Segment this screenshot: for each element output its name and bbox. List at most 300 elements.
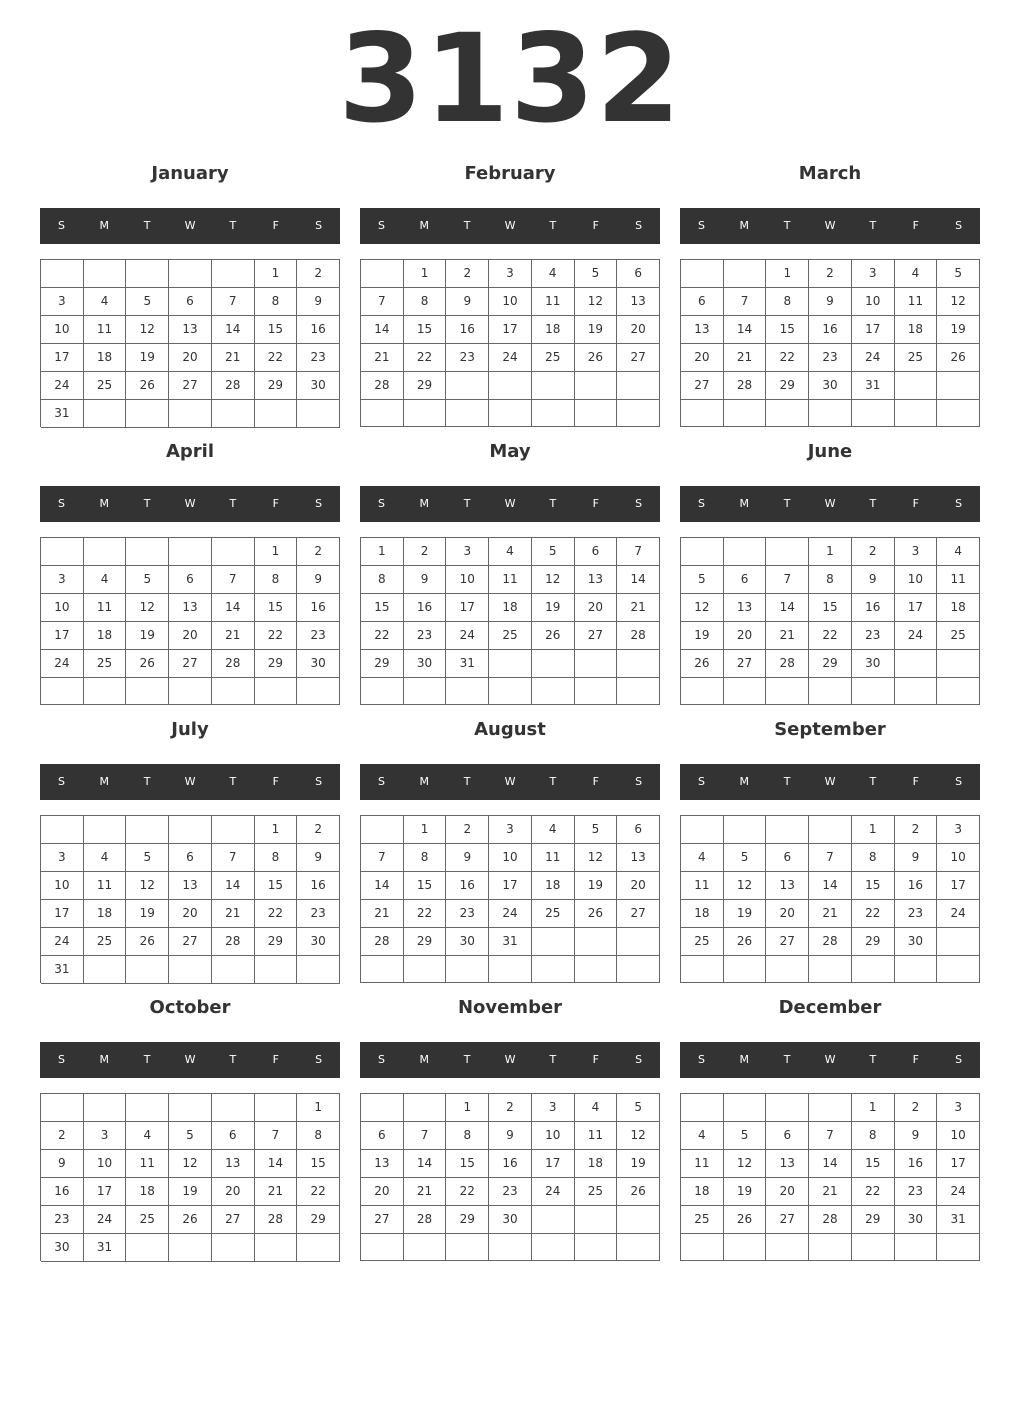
day-cell (255, 1234, 298, 1262)
weekday-label: T (549, 219, 557, 232)
day-cell: 19 (126, 900, 169, 928)
weekday-label: S (955, 219, 963, 232)
day-cell: 8 (852, 1122, 895, 1150)
day-cell: 12 (937, 288, 980, 316)
weekday-label: T (783, 1053, 791, 1066)
day-cell: 25 (84, 928, 127, 956)
weekday-label: T (463, 775, 471, 788)
day-cell (809, 1094, 852, 1122)
day-cell (212, 400, 255, 428)
day-cell: 12 (575, 288, 618, 316)
day-cell: 10 (446, 566, 489, 594)
day-cell: 17 (84, 1178, 127, 1206)
weekday-header (680, 486, 980, 522)
day-cell: 27 (169, 372, 212, 400)
day-cell: 31 (41, 400, 84, 428)
day-cell: 20 (766, 900, 809, 928)
day-cell: 23 (895, 900, 938, 928)
day-cell: 25 (681, 928, 724, 956)
day-cell (681, 1094, 724, 1122)
day-cell: 26 (617, 1178, 660, 1206)
day-cell (532, 1206, 575, 1234)
day-cell: 14 (766, 594, 809, 622)
day-cell: 30 (297, 650, 340, 678)
day-cell: 30 (852, 650, 895, 678)
day-cell: 17 (41, 622, 84, 650)
day-cell: 8 (255, 288, 298, 316)
day-cell (617, 400, 660, 427)
day-cell (212, 1094, 255, 1122)
day-cell (724, 400, 767, 427)
day-cell: 16 (895, 1150, 938, 1178)
weekday-label: M (99, 1053, 110, 1066)
day-cell (404, 1094, 447, 1122)
day-cell (404, 956, 447, 983)
day-cell (361, 816, 404, 844)
day-cell: 13 (724, 594, 767, 622)
day-cell (297, 678, 340, 705)
day-cell: 12 (169, 1150, 212, 1178)
weekday-label: M (739, 497, 750, 510)
day-cell: 14 (404, 1150, 447, 1178)
day-cell: 2 (895, 816, 938, 844)
day-cell: 11 (126, 1150, 169, 1178)
day-cell: 6 (575, 538, 618, 566)
day-cell: 13 (169, 594, 212, 622)
day-cell: 21 (724, 344, 767, 372)
month-title: March (798, 163, 862, 184)
day-cell (895, 1234, 938, 1261)
weekday-label: S (377, 1053, 385, 1066)
day-cell: 20 (681, 344, 724, 372)
weekday-label: F (272, 1053, 279, 1066)
day-cell: 11 (681, 872, 724, 900)
day-cell (126, 1234, 169, 1262)
month-title: September (774, 719, 886, 740)
day-cell: 28 (361, 372, 404, 400)
day-cell (361, 1094, 404, 1122)
day-cell: 18 (126, 1178, 169, 1206)
day-cell: 18 (489, 594, 532, 622)
day-cell (255, 678, 298, 705)
weekday-label: T (463, 1053, 471, 1066)
day-cell: 6 (724, 566, 767, 594)
day-cell: 10 (489, 288, 532, 316)
day-cell: 22 (852, 900, 895, 928)
day-cell: 23 (297, 622, 340, 650)
day-cell: 23 (895, 1178, 938, 1206)
day-cell (724, 678, 767, 705)
day-cell: 17 (852, 316, 895, 344)
day-cell (404, 678, 447, 705)
weekday-label: M (99, 497, 110, 510)
day-cell (446, 1234, 489, 1261)
day-cell: 10 (41, 316, 84, 344)
weekday-label: T (463, 219, 471, 232)
day-cell: 18 (937, 594, 980, 622)
day-cell (532, 678, 575, 705)
day-cell: 8 (809, 566, 852, 594)
day-cell (126, 956, 169, 984)
day-cell: 3 (84, 1122, 127, 1150)
day-cell: 22 (446, 1178, 489, 1206)
day-cell: 29 (404, 372, 447, 400)
day-cell: 22 (809, 622, 852, 650)
day-cell: 20 (169, 344, 212, 372)
day-cell: 4 (84, 288, 127, 316)
day-cell: 8 (404, 844, 447, 872)
day-cell (766, 1234, 809, 1261)
day-cell (575, 372, 618, 400)
day-cell: 29 (766, 372, 809, 400)
day-cell: 24 (489, 900, 532, 928)
day-cell: 4 (575, 1094, 618, 1122)
day-cell: 14 (617, 566, 660, 594)
day-cell (532, 1234, 575, 1261)
day-cell: 10 (84, 1150, 127, 1178)
day-cell: 1 (852, 1094, 895, 1122)
day-cell (41, 1094, 84, 1122)
day-cell (766, 1094, 809, 1122)
day-cell: 20 (212, 1178, 255, 1206)
day-cell: 16 (446, 872, 489, 900)
month-block-june (680, 440, 980, 705)
day-cell: 7 (361, 288, 404, 316)
day-cell: 20 (361, 1178, 404, 1206)
day-cell: 18 (84, 622, 127, 650)
day-cell (724, 1094, 767, 1122)
day-cell: 23 (404, 622, 447, 650)
day-cell: 10 (41, 594, 84, 622)
day-cell: 22 (255, 344, 298, 372)
day-cell: 18 (575, 1150, 618, 1178)
day-cell (297, 956, 340, 984)
day-cell: 10 (41, 872, 84, 900)
day-cell: 2 (404, 538, 447, 566)
day-cell: 13 (617, 844, 660, 872)
day-cell: 26 (937, 344, 980, 372)
day-cell: 12 (126, 316, 169, 344)
weekday-label: S (635, 775, 643, 788)
day-cell: 11 (937, 566, 980, 594)
day-cell: 30 (297, 372, 340, 400)
month-title: July (171, 719, 209, 740)
day-cell: 16 (809, 316, 852, 344)
day-cell: 13 (766, 872, 809, 900)
day-cell (212, 678, 255, 705)
day-cell (681, 956, 724, 983)
day-cell: 12 (724, 1150, 767, 1178)
day-cell: 24 (446, 622, 489, 650)
day-cell: 3 (41, 288, 84, 316)
day-cell: 31 (852, 372, 895, 400)
day-cell: 3 (446, 538, 489, 566)
day-cell: 17 (489, 872, 532, 900)
day-cell (212, 1234, 255, 1262)
day-cell: 15 (255, 316, 298, 344)
day-cell (937, 1234, 980, 1261)
month-block-march (680, 162, 980, 427)
day-cell: 14 (361, 316, 404, 344)
day-cell: 27 (617, 344, 660, 372)
day-cell (126, 816, 169, 844)
month-title: June (807, 441, 853, 462)
day-cell: 24 (852, 344, 895, 372)
day-cell: 14 (809, 1150, 852, 1178)
weekday-label: F (592, 775, 599, 788)
month-block-july (40, 718, 340, 983)
weekday-label: M (99, 775, 110, 788)
day-cell: 8 (361, 566, 404, 594)
day-cell: 21 (361, 900, 404, 928)
day-cell: 24 (489, 344, 532, 372)
day-cell: 17 (937, 1150, 980, 1178)
day-cell: 11 (532, 288, 575, 316)
day-cell: 6 (169, 844, 212, 872)
day-cell: 5 (724, 1122, 767, 1150)
day-cell: 7 (212, 844, 255, 872)
weekday-label: T (229, 1053, 237, 1066)
day-cell (895, 678, 938, 705)
weekday-label: T (869, 1053, 877, 1066)
day-cell (809, 400, 852, 427)
day-cell (937, 400, 980, 427)
day-cell: 5 (681, 566, 724, 594)
day-grid (360, 259, 660, 427)
day-cell: 7 (809, 844, 852, 872)
day-cell: 2 (895, 1094, 938, 1122)
day-cell (41, 678, 84, 705)
year-title: 3132 (338, 8, 682, 150)
day-cell: 14 (809, 872, 852, 900)
day-cell: 27 (681, 372, 724, 400)
day-cell: 30 (895, 1206, 938, 1234)
weekday-label: T (229, 775, 237, 788)
day-cell: 4 (532, 816, 575, 844)
day-cell: 28 (404, 1206, 447, 1234)
day-cell: 15 (809, 594, 852, 622)
day-cell: 16 (297, 316, 340, 344)
day-cell (852, 678, 895, 705)
day-cell: 1 (446, 1094, 489, 1122)
day-cell: 16 (852, 594, 895, 622)
day-cell: 14 (212, 316, 255, 344)
day-cell: 22 (361, 622, 404, 650)
day-cell (41, 816, 84, 844)
day-cell (41, 538, 84, 566)
day-cell: 30 (895, 928, 938, 956)
month-title: August (474, 719, 546, 740)
day-cell: 19 (617, 1150, 660, 1178)
day-cell (84, 956, 127, 984)
day-cell: 16 (404, 594, 447, 622)
day-cell: 20 (617, 316, 660, 344)
day-cell: 2 (297, 260, 340, 288)
day-cell (575, 650, 618, 678)
day-cell: 27 (766, 1206, 809, 1234)
day-cell: 23 (809, 344, 852, 372)
day-cell: 4 (681, 844, 724, 872)
day-cell (489, 650, 532, 678)
day-cell: 8 (297, 1122, 340, 1150)
weekday-label: M (419, 497, 430, 510)
weekday-label: S (377, 775, 385, 788)
weekday-label: F (912, 219, 919, 232)
day-cell (617, 928, 660, 956)
day-cell: 19 (169, 1178, 212, 1206)
weekday-label: S (635, 219, 643, 232)
day-cell: 1 (404, 260, 447, 288)
day-cell (84, 260, 127, 288)
day-cell: 26 (126, 650, 169, 678)
day-cell (212, 816, 255, 844)
day-cell: 10 (937, 844, 980, 872)
day-cell: 27 (766, 928, 809, 956)
day-cell: 28 (212, 372, 255, 400)
day-cell: 25 (937, 622, 980, 650)
day-cell: 11 (84, 316, 127, 344)
day-cell: 30 (809, 372, 852, 400)
day-cell (489, 372, 532, 400)
day-cell (575, 956, 618, 983)
day-grid (680, 815, 980, 983)
day-cell: 2 (297, 816, 340, 844)
day-cell: 5 (126, 844, 169, 872)
day-cell: 6 (361, 1122, 404, 1150)
day-cell: 20 (169, 622, 212, 650)
month-block-may (360, 440, 660, 705)
day-cell: 30 (446, 928, 489, 956)
day-cell: 14 (255, 1150, 298, 1178)
month-block-april (40, 440, 340, 705)
day-cell (169, 816, 212, 844)
month-block-january (40, 162, 340, 427)
day-cell: 25 (895, 344, 938, 372)
weekday-label: W (184, 1053, 196, 1066)
day-cell: 18 (532, 316, 575, 344)
weekday-label: T (783, 775, 791, 788)
day-cell (809, 678, 852, 705)
day-cell (84, 538, 127, 566)
day-cell: 30 (297, 928, 340, 956)
weekday-label: F (272, 497, 279, 510)
weekday-label: S (955, 1053, 963, 1066)
day-cell (575, 400, 618, 427)
day-cell: 6 (766, 844, 809, 872)
day-grid (40, 259, 340, 427)
day-cell: 9 (446, 288, 489, 316)
weekday-header (40, 1042, 340, 1078)
day-cell: 2 (41, 1122, 84, 1150)
day-cell: 11 (489, 566, 532, 594)
day-cell: 28 (809, 928, 852, 956)
day-cell: 11 (84, 594, 127, 622)
day-cell: 12 (724, 872, 767, 900)
day-cell: 7 (212, 288, 255, 316)
day-cell: 16 (895, 872, 938, 900)
weekday-label: T (549, 775, 557, 788)
day-cell: 21 (617, 594, 660, 622)
day-cell: 27 (212, 1206, 255, 1234)
day-cell: 3 (895, 538, 938, 566)
weekday-label: W (504, 497, 516, 510)
weekday-label: S (57, 775, 65, 788)
day-cell (255, 400, 298, 428)
weekday-label: W (824, 1053, 836, 1066)
day-cell (766, 678, 809, 705)
day-cell: 27 (169, 928, 212, 956)
day-cell: 26 (126, 928, 169, 956)
day-cell: 19 (681, 622, 724, 650)
day-cell (212, 538, 255, 566)
day-cell: 7 (724, 288, 767, 316)
day-cell (809, 956, 852, 983)
month-block-february (360, 162, 660, 427)
day-grid (40, 537, 340, 705)
day-cell (852, 1234, 895, 1261)
day-cell: 10 (852, 288, 895, 316)
day-cell: 9 (297, 844, 340, 872)
day-cell (617, 678, 660, 705)
day-cell: 23 (446, 900, 489, 928)
day-cell: 31 (41, 956, 84, 984)
day-cell: 19 (532, 594, 575, 622)
day-cell: 3 (489, 816, 532, 844)
weekday-label: T (869, 219, 877, 232)
weekday-header (360, 208, 660, 244)
day-cell: 10 (532, 1122, 575, 1150)
day-cell: 16 (297, 594, 340, 622)
day-cell: 3 (41, 566, 84, 594)
weekday-label: S (377, 497, 385, 510)
day-cell: 20 (724, 622, 767, 650)
weekday-header (40, 764, 340, 800)
day-cell (852, 956, 895, 983)
day-cell (489, 400, 532, 427)
day-cell: 25 (84, 650, 127, 678)
day-cell (937, 650, 980, 678)
day-cell: 25 (84, 372, 127, 400)
day-cell: 5 (937, 260, 980, 288)
day-cell: 22 (852, 1178, 895, 1206)
day-cell (617, 1234, 660, 1261)
day-cell: 5 (169, 1122, 212, 1150)
day-cell: 27 (361, 1206, 404, 1234)
day-cell: 30 (404, 650, 447, 678)
day-cell (404, 400, 447, 427)
day-cell: 28 (255, 1206, 298, 1234)
day-cell: 1 (255, 260, 298, 288)
day-cell: 28 (212, 650, 255, 678)
day-cell: 24 (41, 928, 84, 956)
day-cell: 15 (446, 1150, 489, 1178)
day-cell: 26 (724, 1206, 767, 1234)
day-cell: 24 (41, 372, 84, 400)
day-cell: 15 (255, 872, 298, 900)
day-cell (937, 928, 980, 956)
weekday-label: S (57, 497, 65, 510)
day-cell: 26 (169, 1206, 212, 1234)
day-grid (40, 1093, 340, 1261)
month-title: January (151, 163, 229, 184)
weekday-label: M (419, 775, 430, 788)
day-cell: 4 (84, 844, 127, 872)
day-cell: 15 (852, 1150, 895, 1178)
weekday-label: T (869, 497, 877, 510)
day-cell: 31 (446, 650, 489, 678)
day-cell: 6 (617, 816, 660, 844)
day-cell: 4 (489, 538, 532, 566)
